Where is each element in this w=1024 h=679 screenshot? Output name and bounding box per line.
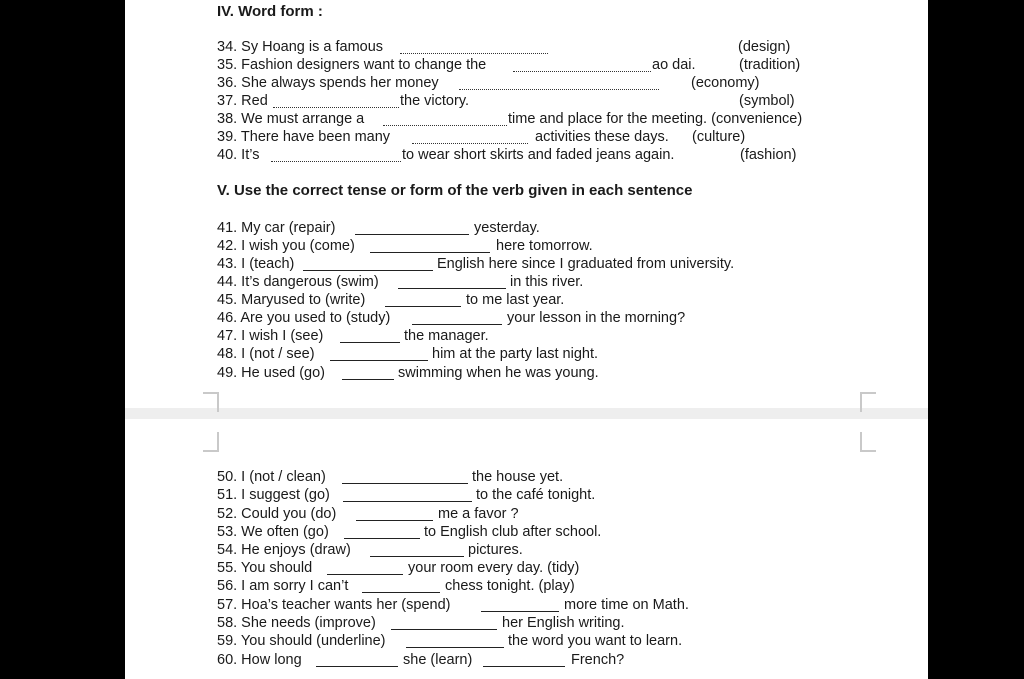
answer-blank[interactable]: [391, 628, 497, 630]
item-35-after: ao dai.: [652, 57, 696, 73]
answer-blank[interactable]: [383, 123, 507, 126]
item-39: 39. There have been many: [217, 129, 391, 145]
answer-blank[interactable]: [342, 482, 468, 484]
answer-blank[interactable]: [342, 378, 394, 380]
section-4-title: IV. Word form :: [217, 3, 323, 20]
item-41-after: yesterday.: [474, 220, 540, 236]
item-40: 40. It’s: [217, 147, 260, 163]
answer-blank[interactable]: [400, 51, 548, 54]
answer-blank[interactable]: [330, 359, 428, 361]
item-50: 50. I (not / clean): [217, 469, 326, 485]
item-43-after: English here since I graduated from university.: [437, 256, 735, 272]
item-45-after: to me last year.: [466, 292, 565, 308]
item-42: 42. I wish you (come): [217, 238, 355, 254]
item-40-hint: (fashion): [740, 147, 797, 163]
item-44: 44. It’s dangerous (swim): [217, 274, 379, 290]
item-53-after: to English club after school.: [424, 524, 602, 540]
item-49-after: swimming when he was young.: [398, 365, 599, 381]
answer-blank[interactable]: [327, 573, 403, 575]
item-51-after: to the café tonight.: [476, 487, 596, 503]
crop-mark: [860, 392, 876, 412]
section-5-title: V. Use the correct tense or form of the verb given in each sentence: [217, 182, 693, 199]
item-60-after: French?: [571, 652, 625, 668]
item-47-after: the manager.: [404, 328, 489, 344]
item-45: 45. Maryused to (write): [217, 292, 366, 308]
item-37: 37. Red: [217, 93, 268, 109]
item-55-after: your room every day. (tidy): [408, 560, 580, 576]
item-38: 38. We must arrange a: [217, 111, 365, 127]
item-42-after: here tomorrow.: [496, 238, 593, 254]
item-50-after: the house yet.: [472, 469, 564, 485]
item-34: 34. Sy Hoang is a famous: [217, 39, 384, 55]
answer-blank[interactable]: [303, 269, 433, 271]
answer-blank[interactable]: [370, 251, 490, 253]
item-36-hint: (economy): [691, 75, 760, 91]
item-36: 36. She always spends her money: [217, 75, 439, 91]
crop-mark: [860, 432, 876, 452]
item-56-after: chess tonight. (play): [445, 578, 575, 594]
item-40-after: to wear short skirts and faded jeans again.: [402, 147, 675, 163]
item-57-after: more time on Math.: [564, 597, 689, 613]
answer-blank[interactable]: [370, 555, 464, 557]
item-57: 57. Hoa’s teacher wants her (spend): [217, 597, 451, 613]
answer-blank[interactable]: [316, 665, 398, 667]
item-46-after: your lesson in the morning?: [507, 310, 686, 326]
item-53: 53. We often (go): [217, 524, 329, 540]
item-56: 56. I am sorry I can’t: [217, 578, 349, 594]
item-37-after: the victory.: [400, 93, 470, 109]
item-35: 35. Fashion designers want to change the: [217, 57, 487, 73]
answer-blank[interactable]: [355, 233, 469, 235]
answer-blank[interactable]: [513, 69, 651, 72]
answer-blank[interactable]: [344, 537, 420, 539]
answer-blank[interactable]: [356, 519, 433, 521]
item-58-after: her English writing.: [502, 615, 625, 631]
crop-mark: [203, 392, 219, 412]
item-37-hint: (symbol): [739, 93, 795, 109]
item-51: 51. I suggest (go): [217, 487, 330, 503]
answer-blank[interactable]: [343, 500, 472, 502]
answer-blank[interactable]: [459, 87, 659, 90]
item-55: 55. You should: [217, 560, 313, 576]
item-35-hint: (tradition): [739, 57, 801, 73]
answer-blank[interactable]: [362, 591, 440, 593]
answer-blank[interactable]: [412, 323, 502, 325]
item-52-after: me a favor ?: [438, 506, 519, 522]
item-39-after: activities these days.: [535, 129, 669, 145]
item-60: 60. How long: [217, 652, 302, 668]
answer-blank[interactable]: [483, 665, 565, 667]
item-48: 48. I (not / see): [217, 346, 315, 362]
item-47: 47. I wish I (see): [217, 328, 324, 344]
answer-blank[interactable]: [481, 610, 559, 612]
item-60-mid: she (learn): [403, 652, 473, 668]
item-58: 58. She needs (improve): [217, 615, 376, 631]
answer-blank[interactable]: [398, 287, 506, 289]
item-34-hint: (design): [738, 39, 791, 55]
item-39-hint: (culture): [692, 129, 746, 145]
item-48-after: him at the party last night.: [432, 346, 599, 362]
answer-blank[interactable]: [385, 305, 461, 307]
answer-blank[interactable]: [273, 105, 399, 108]
item-46: 46. Are you used to (study): [217, 310, 391, 326]
item-38-after: time and place for the meeting. (convenience): [508, 111, 803, 127]
item-44-after: in this river.: [510, 274, 584, 290]
answer-blank[interactable]: [412, 141, 528, 144]
item-54-after: pictures.: [468, 542, 523, 558]
page-break: [125, 408, 928, 419]
item-59: 59. You should (underline): [217, 633, 386, 649]
item-49: 49. He used (go): [217, 365, 326, 381]
item-41: 41. My car (repair): [217, 220, 336, 236]
item-52: 52. Could you (do): [217, 506, 337, 522]
item-59-after: the word you want to learn.: [508, 633, 683, 649]
crop-mark: [203, 432, 219, 452]
answer-blank[interactable]: [406, 646, 504, 648]
answer-blank[interactable]: [271, 159, 401, 162]
item-54: 54. He enjoys (draw): [217, 542, 351, 558]
answer-blank[interactable]: [340, 341, 400, 343]
item-43: 43. I (teach): [217, 256, 295, 272]
